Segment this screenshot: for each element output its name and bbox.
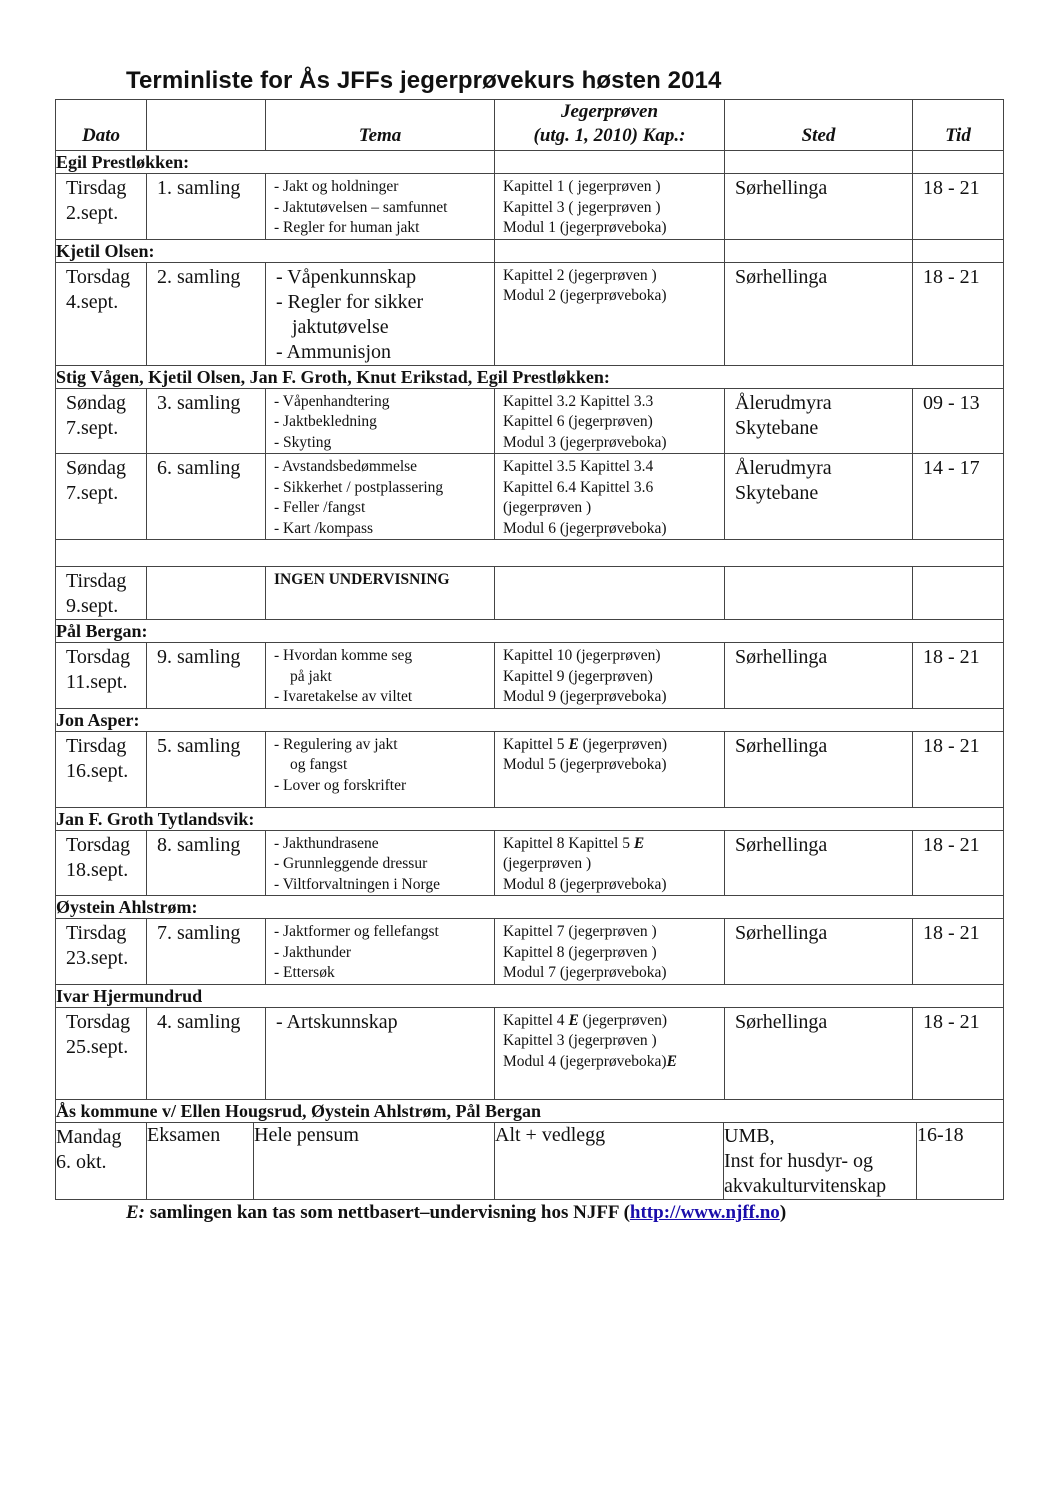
sted-line: Sørhellinga xyxy=(735,833,828,856)
kap-line: Modul 3 (jegerprøveboka) xyxy=(503,433,667,451)
tema-line: - Våpenhandtering xyxy=(274,392,390,410)
sted-line: akvakulturvitenskap xyxy=(724,1175,887,1197)
kap-line: Kapittel 8 Kapittel 5 E xyxy=(503,834,645,852)
tema-line: - Regler for human jakt xyxy=(274,219,420,236)
tema-line: på jakt xyxy=(290,667,332,685)
tema-cell xyxy=(266,388,495,454)
exam-table xyxy=(55,1122,1004,1200)
tid-cell: 14 - 17 xyxy=(913,454,1004,540)
date-cell xyxy=(56,388,147,454)
sted-cell xyxy=(725,919,913,985)
tid-cell: 18 - 21 xyxy=(913,1007,1004,1099)
date-line: Torsdag xyxy=(66,1010,131,1033)
date-line: 16.sept. xyxy=(66,759,129,782)
footer-e-label: E: xyxy=(126,1202,145,1223)
date-line: Tirsdag xyxy=(66,922,127,944)
instructor-label: Ivar Hjermundrud xyxy=(56,984,1004,1007)
tema-line: - Jaktbekledning xyxy=(274,413,377,430)
kap-line: Kapittel 3.2 Kapittel 3.3 xyxy=(503,392,654,410)
header-sted: Sted xyxy=(725,100,913,151)
date-label: 9.sept. xyxy=(66,595,119,617)
session-row xyxy=(56,388,1004,454)
tema-cell xyxy=(266,454,495,540)
header-kap-line1: Jegerprøven xyxy=(560,101,659,122)
sted-line: Skytebane xyxy=(735,482,819,504)
samling-cell: 4. samling xyxy=(147,1007,266,1099)
date-line: 11.sept. xyxy=(66,671,128,693)
date-cell xyxy=(56,919,147,985)
kap-line: (jegerprøven ) xyxy=(503,499,592,516)
instructor-label: Jan F. Groth Tytlandsvik: xyxy=(56,807,1004,830)
tema-line: - Artskunnskap xyxy=(276,1010,398,1033)
empty-cell xyxy=(495,239,725,262)
e-marker: E xyxy=(568,735,579,753)
tid-cell: 18 - 21 xyxy=(913,731,1004,807)
exam-samling: Eksamen xyxy=(147,1123,254,1200)
tema-line: - Hvordan komme seg xyxy=(274,647,413,664)
section-header-row xyxy=(56,1099,1004,1122)
tema-cell xyxy=(266,731,495,807)
kap-line: Kapittel 10 (jegerprøven) xyxy=(503,647,661,664)
date-line: 25.sept. xyxy=(66,1035,129,1058)
sted-cell xyxy=(725,174,913,240)
tema-cell xyxy=(266,174,495,240)
tema-cell xyxy=(266,830,495,896)
day-label: Tirsdag xyxy=(66,570,127,592)
sted-cell xyxy=(725,262,913,365)
date-cell xyxy=(56,567,147,620)
kap-line: Modul 9 (jegerprøveboka) xyxy=(503,688,667,705)
no-class-row xyxy=(56,567,1004,620)
tema-cell xyxy=(266,643,495,709)
e-marker: E xyxy=(633,834,645,852)
date-line: 2.sept. xyxy=(66,202,119,224)
instructor-label: Jon Asper: xyxy=(56,708,1004,731)
kap-line: Kapittel 4 E (jegerprøven) xyxy=(503,1011,667,1029)
tema-line: og fangst xyxy=(290,756,348,773)
session-row xyxy=(56,454,1004,540)
session-row xyxy=(56,919,1004,985)
empty-cell xyxy=(913,151,1004,174)
tema-line: - Grunnleggende dressur xyxy=(274,855,428,872)
date-line: 18.sept. xyxy=(66,858,129,881)
sted-cell xyxy=(725,388,913,454)
instructor-label: Pål Bergan: xyxy=(56,620,1004,643)
tema-line: - Kart /kompass xyxy=(274,519,374,537)
kap-line: Modul 8 (jegerprøveboka) xyxy=(503,875,667,893)
kap-line: Kapittel 2 (jegerprøven ) xyxy=(503,266,657,284)
samling-cell: 6. samling xyxy=(147,454,266,540)
instructor-label: Ås kommune v/ Ellen Hougsrud, Øystein Ahlstrøm, Pål Bergan xyxy=(56,1099,1004,1122)
section-header-row xyxy=(56,239,1004,262)
tema-line: - Jaktformer og fellefangst xyxy=(274,923,439,940)
section-header-row xyxy=(56,807,1004,830)
header-tid: Tid xyxy=(913,100,1004,151)
empty-cell xyxy=(495,151,725,174)
section-header-row xyxy=(56,151,1004,174)
date-label: 6. okt. xyxy=(56,1151,107,1173)
date-cell xyxy=(56,731,147,807)
no-class-label: INGEN UNDERVISNING xyxy=(266,567,495,620)
spacer-row xyxy=(56,540,1004,567)
date-cell xyxy=(56,1007,147,1099)
sted-line: Sørhellinga xyxy=(735,177,828,199)
section-header-row xyxy=(56,365,1004,388)
date-line: 7.sept. xyxy=(66,416,119,439)
date-line: Tirsdag xyxy=(66,734,127,757)
tid-cell: 18 - 21 xyxy=(913,919,1004,985)
sted-line: Sørhellinga xyxy=(735,922,828,944)
tema-cell xyxy=(266,1007,495,1099)
date-line: 23.sept. xyxy=(66,947,129,969)
sted-line: Sørhellinga xyxy=(735,265,828,288)
section-header-row xyxy=(56,984,1004,1007)
section-header-row xyxy=(56,620,1004,643)
samling-cell: 5. samling xyxy=(147,731,266,807)
footer-note xyxy=(126,1202,786,1224)
samling-cell: 3. samling xyxy=(147,388,266,454)
date-cell xyxy=(56,643,147,709)
kap-line: Kapittel 6.4 Kapittel 3.6 xyxy=(503,478,654,496)
kap-line: Kapittel 6 (jegerprøven) xyxy=(503,413,653,430)
njff-link[interactable]: http://www.njff.no xyxy=(629,1202,780,1223)
kap-line: Modul 4 (jegerprøveboka)E xyxy=(503,1052,677,1070)
header-dato: Dato xyxy=(56,100,147,151)
tema-cell xyxy=(266,262,495,365)
kap-cell xyxy=(495,731,725,807)
tema-cell xyxy=(266,919,495,985)
date-line: Torsdag xyxy=(66,833,131,856)
kap-cell xyxy=(495,643,725,709)
samling-cell: 2. samling xyxy=(147,262,266,365)
session-row xyxy=(56,830,1004,896)
date-line: 4.sept. xyxy=(66,290,119,313)
kap-line: Kapittel 3.5 Kapittel 3.4 xyxy=(503,458,654,475)
date-cell xyxy=(56,454,147,540)
header-samling xyxy=(147,100,266,151)
instructor-label: Kjetil Olsen: xyxy=(56,239,495,262)
sted-line: Ålerudmyra xyxy=(735,457,832,479)
kap-cell xyxy=(495,388,725,454)
tema-line: - Regulering av jakt xyxy=(274,735,398,753)
instructor-label: Øystein Ahlstrøm: xyxy=(56,896,1004,919)
date-cell xyxy=(56,262,147,365)
header-kap xyxy=(495,100,725,151)
tema-line: - Jaktutøvelsen – samfunnet xyxy=(274,198,448,216)
day-label: Mandag xyxy=(56,1126,122,1148)
sted-line: Sørhellinga xyxy=(735,646,828,668)
samling-cell: 7. samling xyxy=(147,919,266,985)
sted-cell xyxy=(725,731,913,807)
tema-line: - Regler for sikker xyxy=(276,290,424,313)
tema-line: - Ettersøk xyxy=(274,964,335,981)
kap-line: Kapittel 3 ( jegerprøven ) xyxy=(503,198,661,216)
schedule-table xyxy=(55,99,1004,1123)
samling-cell: 8. samling xyxy=(147,830,266,896)
session-row xyxy=(56,1007,1004,1099)
session-row xyxy=(56,731,1004,807)
tema-line: - Jakt og holdninger xyxy=(274,178,399,195)
tema-line: - Sikkerhet / postplassering xyxy=(274,478,444,496)
kap-cell xyxy=(495,454,725,540)
kap-cell xyxy=(495,174,725,240)
exam-date-cell xyxy=(56,1123,147,1200)
e-marker: E xyxy=(568,1011,579,1029)
date-line: Tirsdag xyxy=(66,177,127,199)
tema-line: - Avstandsbedømmelse xyxy=(274,458,418,475)
exam-sted xyxy=(724,1123,917,1200)
instructor-label: Stig Vågen, Kjetil Olsen, Jan F. Groth, Knut Erikstad, Egil Prestløkken: xyxy=(56,365,1004,388)
sted-cell xyxy=(725,1007,913,1099)
session-row xyxy=(56,174,1004,240)
sted-line: UMB, xyxy=(724,1125,775,1147)
tema-line: - Skyting xyxy=(274,433,332,451)
sted-cell xyxy=(725,643,913,709)
sted-line: Ålerudmyra xyxy=(735,391,832,414)
exam-kap: Alt + vedlegg xyxy=(495,1123,724,1200)
kap-line: (jegerprøven ) xyxy=(503,855,592,872)
header-tema: Tema xyxy=(266,100,495,151)
kap-line: Modul 5 (jegerprøveboka) xyxy=(503,756,667,773)
date-line: Torsdag xyxy=(66,265,131,288)
date-cell xyxy=(56,830,147,896)
tid-cell: 18 - 21 xyxy=(913,174,1004,240)
kap-line: Modul 1 (jegerprøveboka) xyxy=(503,219,667,236)
kap-line: Kapittel 3 (jegerprøven ) xyxy=(503,1032,657,1049)
tid-cell: 18 - 21 xyxy=(913,830,1004,896)
tema-line: - Lover og forskrifter xyxy=(274,776,407,794)
kap-line: Modul 2 (jegerprøveboka) xyxy=(503,287,667,304)
tema-line: - Jakthundrasene xyxy=(274,834,379,852)
tid-cell: 09 - 13 xyxy=(913,388,1004,454)
page-title: Terminliste for Ås JFFs jegerprøvekurs høsten 2014 xyxy=(126,67,722,94)
kap-line: Kapittel 8 (jegerprøven ) xyxy=(503,943,657,961)
tema-line: - Viltforvaltningen i Norge xyxy=(274,875,440,893)
e-marker: E xyxy=(666,1052,677,1070)
tid-cell: 18 - 21 xyxy=(913,643,1004,709)
date-line: Søndag xyxy=(66,457,126,479)
footer-text: samlingen kan tas som nettbasert–undervisning hos NJFF ( xyxy=(145,1202,630,1223)
exam-row xyxy=(56,1123,1004,1200)
tema-line: - Feller /fangst xyxy=(274,499,366,516)
exam-tema: Hele pensum xyxy=(254,1123,495,1200)
tema-line: - Våpenkunnskap xyxy=(276,265,417,288)
samling-cell: 1. samling xyxy=(147,174,266,240)
section-header-row xyxy=(56,708,1004,731)
header-kap-line2: (utg. 1, 2010) Kap.: xyxy=(533,125,686,146)
kap-cell xyxy=(495,1007,725,1099)
empty-cell xyxy=(725,239,913,262)
tema-line: - Ammunisjon xyxy=(276,340,392,363)
footer-close: ) xyxy=(779,1202,787,1223)
kap-line: Modul 6 (jegerprøveboka) xyxy=(503,519,667,537)
instructor-label: Egil Prestløkken: xyxy=(56,151,495,174)
exam-tid: 16-18 xyxy=(917,1123,1004,1200)
date-line: 7.sept. xyxy=(66,482,119,504)
date-line: Torsdag xyxy=(66,646,131,668)
kap-cell xyxy=(495,262,725,365)
sted-line: Sørhellinga xyxy=(735,1010,828,1033)
session-row xyxy=(56,262,1004,365)
kap-line: Kapittel 7 (jegerprøven ) xyxy=(503,923,657,940)
sted-line: Inst for husdyr- og xyxy=(724,1150,874,1172)
sted-cell xyxy=(725,454,913,540)
empty-cell xyxy=(725,151,913,174)
date-line: Søndag xyxy=(66,391,126,414)
tema-line: jaktutøvelse xyxy=(292,315,389,338)
samling-cell: 9. samling xyxy=(147,643,266,709)
empty-cell xyxy=(913,239,1004,262)
sted-cell xyxy=(725,830,913,896)
sted-line: Skytebane xyxy=(735,416,819,439)
kap-line: Modul 7 (jegerprøveboka) xyxy=(503,964,667,981)
kap-cell xyxy=(495,830,725,896)
date-cell xyxy=(56,174,147,240)
kap-cell xyxy=(495,919,725,985)
sted-line: Sørhellinga xyxy=(735,734,828,757)
session-row xyxy=(56,643,1004,709)
kap-line: Kapittel 5 E (jegerprøven) xyxy=(503,735,667,753)
tema-line: - Ivaretakelse av viltet xyxy=(274,688,413,705)
kap-line: Kapittel 9 (jegerprøven) xyxy=(503,667,653,685)
tema-line: - Jakthunder xyxy=(274,943,352,961)
section-header-row xyxy=(56,896,1004,919)
kap-line: Kapittel 1 ( jegerprøven ) xyxy=(503,178,661,195)
tid-cell: 18 - 21 xyxy=(913,262,1004,365)
